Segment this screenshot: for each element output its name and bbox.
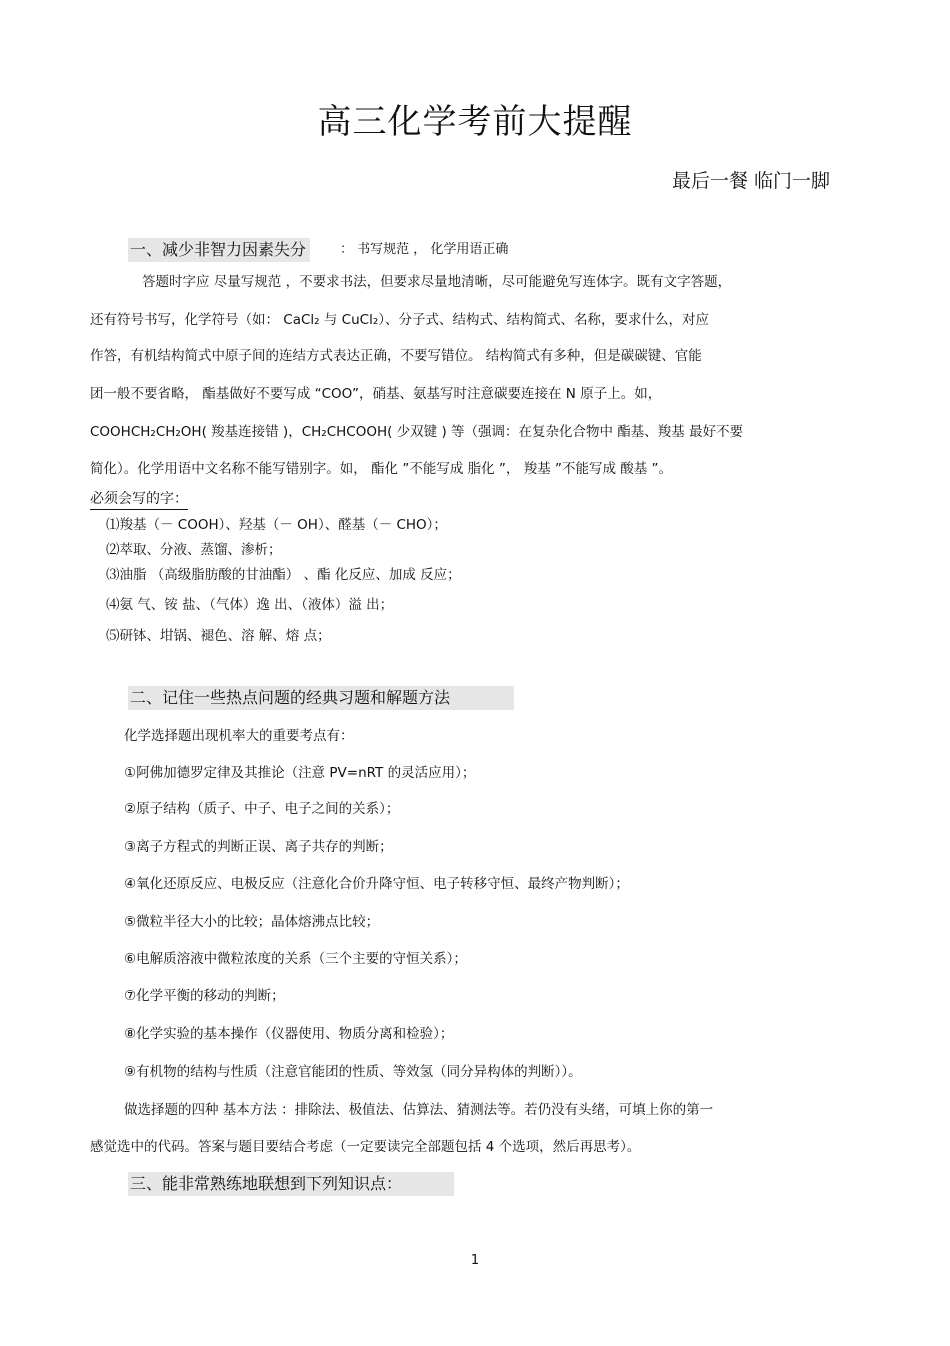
section1-note: ： 书写规范 ， 化学用语正确 bbox=[340, 242, 509, 257]
section1-para-line: COOHCH₂CH₂OH( 羧基连接错 )，CH₂CHCOOH( 少双键 ) 等（强调：在复杂化合物中 酯基、羧基 最好不要 bbox=[90, 424, 744, 440]
must-write-item: ⑴羧基（－ COOH）、羟基（－ OH）、醛基（－ CHO）； bbox=[106, 517, 447, 533]
section1-heading: 一、减少非智力因素失分 bbox=[128, 238, 310, 262]
hot-topic-item: ②原子结构（质子、中子、电子之间的关系）； bbox=[124, 801, 400, 817]
hot-topic-item: ④氧化还原反应、电极反应（注意化合价升降守恒、电子转移守恒、最终产物判断）； bbox=[124, 876, 629, 892]
hot-topic-item: ⑥电解质溶液中微粒浓度的关系（三个主要的守恒关系）； bbox=[124, 951, 467, 967]
section1-para-line: 团一般不要省略， 酯基做好不要写成 “COO”，硝基、氨基写时注意碳要连接在 N 原子上。如， bbox=[90, 386, 662, 402]
hot-topic-item: ③离子方程式的判断正误、离子共存的判断； bbox=[124, 839, 393, 855]
section1-para-line: 还有符号书写，化学符号（如： CaCl₂ 与 CuCl₂）、分子式、结构式、结构简式、名称，要求什么，对应 bbox=[90, 312, 709, 328]
must-write-item: ⑷氨 气、铵 盐、（气体）逸 出、（液体）溢 出； bbox=[106, 597, 394, 613]
section2-heading: 二、记住一些热点问题的经典习题和解题方法 bbox=[128, 686, 514, 710]
page-subtitle: 最后一餐 临门一脚 bbox=[671, 170, 830, 192]
section3-heading: 三、能非常熟练地联想到下列知识点： bbox=[128, 1172, 454, 1196]
method-line: 做选择题的四种 基本方法 ：排除法、极值法、估算法、猜测法等。若仍没有头绪，可填上你的第一 bbox=[124, 1102, 714, 1118]
hot-topic-item: ⑧化学实验的基本操作（仪器使用、物质分离和检验）； bbox=[124, 1026, 454, 1042]
page-number: 1 bbox=[470, 1253, 480, 1268]
section2-intro: 化学选择题出现机率大的重要考点有： bbox=[124, 728, 354, 744]
hot-topic-item: ①阿佛加德罗定律及其推论（注意 PV=nRT 的灵活应用）； bbox=[124, 765, 476, 781]
hot-topic-item: ⑤微粒半径大小的比较；晶体熔沸点比较； bbox=[124, 914, 380, 930]
section1-para-line: 答题时字应 尽量写规范 ，不要求书法，但要求尽量地清晰，尽可能避免写连体字。既有文字答题， bbox=[142, 274, 732, 290]
method-line: 感觉选中的代码。答案与题目要结合考虑（一定要读完全部题包括 4 个选项，然后再思考）。 bbox=[90, 1139, 641, 1155]
must-write-label: 必须会写的字： bbox=[90, 490, 188, 510]
section1-para-line: 简化）。化学用语中文名称不能写错别字。如， 酯化 ”不能写成 脂化 ”， 羧基 ”不能写成 酸基 ”。 bbox=[90, 461, 673, 477]
must-write-item: ⑵萃取、分液、蒸馏、渗析； bbox=[106, 542, 282, 558]
page-title: 高三化学考前大提醒 bbox=[317, 102, 633, 142]
section1-para-line: 作答，有机结构简式中原子间的连结方式表达正确，不要写错位。 结构简式有多种，但是碳碳键、官能 bbox=[90, 348, 702, 364]
must-write-item: ⑶油脂 （高级脂肪酸的甘油酯） 、酯 化反应、加成 反应； bbox=[106, 567, 461, 583]
hot-topic-item: ⑦化学平衡的移动的判断； bbox=[124, 988, 285, 1004]
must-write-item: ⑸研钵、坩锅、褪色、溶 解、熔 点； bbox=[106, 628, 331, 644]
hot-topic-item: ⑨有机物的结构与性质（注意官能团的性质、等效氢（同分异构体的判断））。 bbox=[124, 1064, 582, 1080]
